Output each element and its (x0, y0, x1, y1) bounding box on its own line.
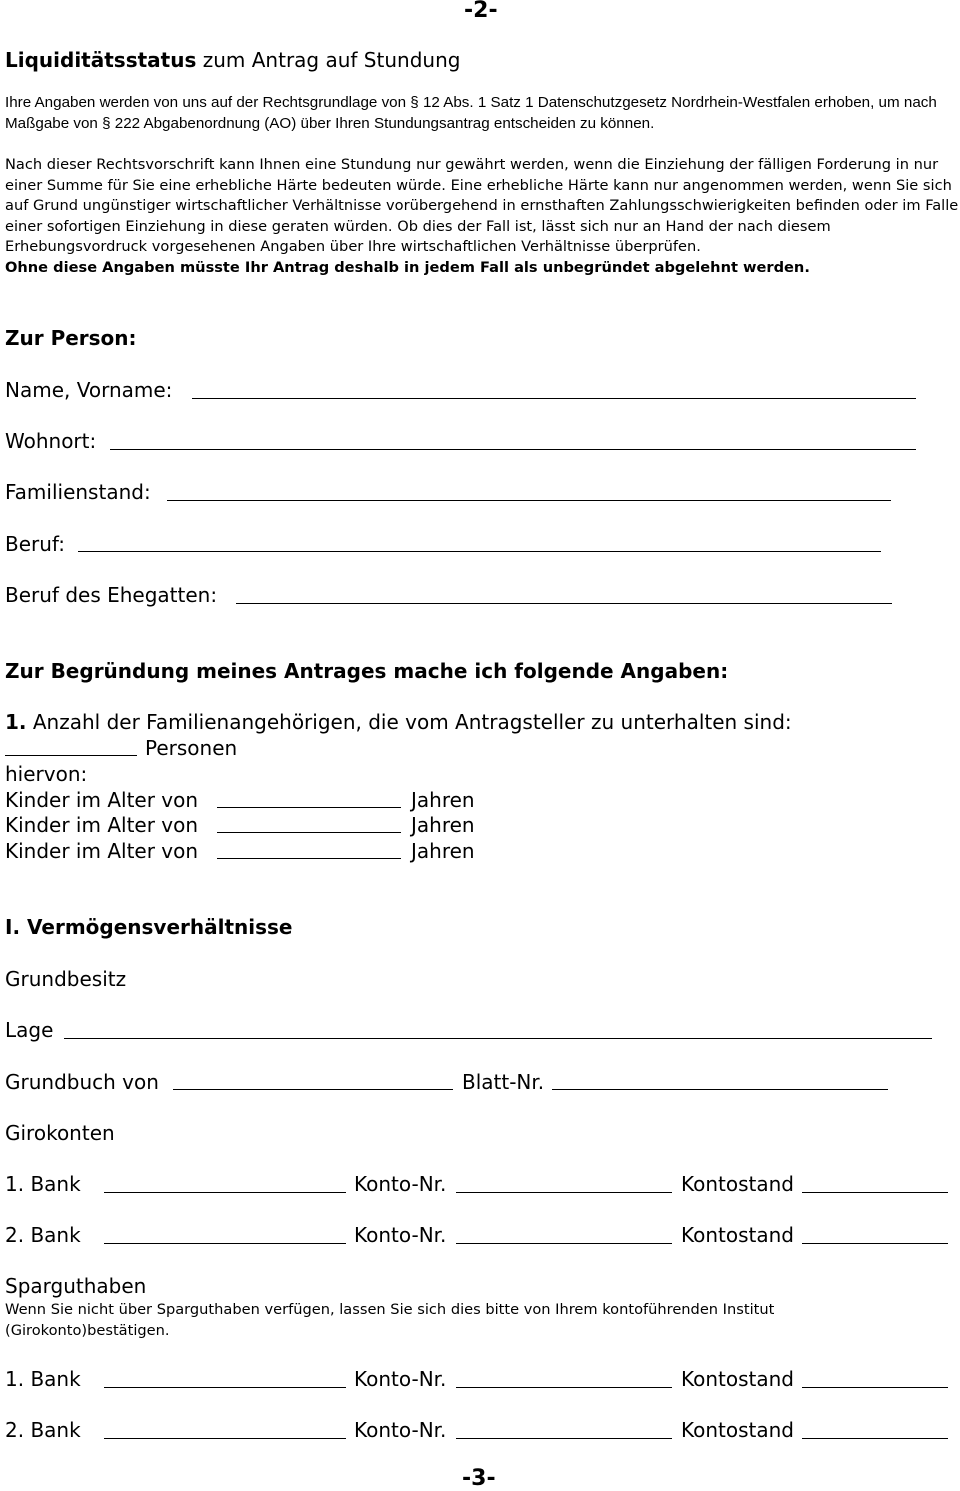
reasons-heading: Zur Begründung meines Antrages mache ich folgende Angaben: (5, 659, 729, 683)
title-bold: Liquiditätsstatus (5, 48, 197, 72)
page-number-top: -2- (464, 0, 498, 23)
children-age-field[interactable] (217, 858, 401, 859)
account-number-field[interactable] (456, 1243, 672, 1244)
bank-label: 2. Bank (5, 1223, 81, 1247)
children-age-label: Kinder im Alter von (5, 788, 199, 812)
years-label: Jahren (411, 813, 475, 837)
dependents-question (5, 710, 792, 734)
assets-heading: I. Vermögensverhältnisse (5, 915, 293, 939)
page-number-bottom: -3- (462, 1466, 496, 1491)
account-number-label: Konto-Nr. (354, 1367, 447, 1391)
balance-field[interactable] (802, 1243, 948, 1244)
intro-explanation (5, 155, 960, 279)
bank-field[interactable] (104, 1387, 346, 1388)
person-heading: Zur Person: (5, 326, 137, 350)
years-label: Jahren (411, 788, 475, 812)
children-age-field[interactable] (217, 807, 401, 808)
bank-label: 1. Bank (5, 1172, 81, 1196)
marital-status-field[interactable] (167, 500, 891, 501)
intro-paragraph-1: Ihre Angaben werden von uns auf der Rechtsgrundlage von § 12 Abs. 1 Satz 1 Datenschutzgesetz Nordrhein-Westfalen erhoben, um nach Maßgabe von § 222 Abgabenordnung (AO) über Ihren Stundungsantrag entscheiden zu können. (5, 94, 937, 132)
balance-field[interactable] (802, 1192, 948, 1193)
intro-paragraph-2: Nach dieser Rechtsvorschrift kann Ihnen eine Stundung nur gewährt werden, wenn die Einziehung der fälligen Forderung in nur einer Summe für Sie eine erhebliche Härte bedeuten würde. Eine erhebliche Härte kann nur angenommen werden, wenn Sie sich auf Grund ungünstiger wirtschaftlicher Verhältnisse vorübergehend in ernsthaften Zahlungsschwierigkeiten befinden oder im Falle einer sofortigen Einziehung in diese geraten würden. Ob dies der Fall ist, lässt sich nur an Hand der nach diesem Erhebungsvordruck vorgesehenen Angaben über Ihre wirtschaftlichen Verhältnisse überprüfen. (5, 156, 959, 256)
account-number-field[interactable] (456, 1438, 672, 1439)
sheet-number-field[interactable] (552, 1089, 888, 1090)
title-rest: zum Antrag auf Stundung (196, 48, 461, 72)
account-number-field[interactable] (456, 1192, 672, 1193)
bank-field[interactable] (104, 1192, 346, 1193)
balance-label: Kontostand (681, 1418, 794, 1442)
account-number-label: Konto-Nr. (354, 1172, 447, 1196)
children-age-field[interactable] (217, 832, 401, 833)
savings-label: Sparguthaben (5, 1274, 147, 1298)
bank-label: 1. Bank (5, 1367, 81, 1391)
residence-field[interactable] (110, 449, 916, 450)
land-register-label: Grundbuch von (5, 1070, 159, 1094)
account-number-field[interactable] (456, 1387, 672, 1388)
occupation-label: Beruf: (5, 532, 65, 556)
marital-status-label: Familienstand: (5, 480, 151, 504)
real-estate-label: Grundbesitz (5, 967, 127, 991)
location-label: Lage (5, 1018, 54, 1042)
savings-note: Wenn Sie nicht über Sparguthaben verfügen, lassen Sie sich dies bitte von Ihrem kontoführenden Institut (Girokonto)bestätigen. (5, 1301, 775, 1339)
bank-label: 2. Bank (5, 1418, 81, 1442)
bank-field[interactable] (104, 1438, 346, 1439)
intro-warning: Ohne diese Angaben müsste Ihr Antrag deshalb in jedem Fall als unbegründet abgelehnt werden. (5, 258, 810, 276)
balance-label: Kontostand (681, 1367, 794, 1391)
location-field[interactable] (64, 1038, 932, 1039)
bank-field[interactable] (104, 1243, 346, 1244)
persons-count-field[interactable] (5, 755, 137, 756)
account-number-label: Konto-Nr. (354, 1223, 447, 1247)
balance-field[interactable] (802, 1387, 948, 1388)
checking-accounts-label: Girokonten (5, 1121, 115, 1145)
persons-label: Personen (145, 736, 238, 760)
balance-label: Kontostand (681, 1172, 794, 1196)
sheet-number-label: Blatt-Nr. (462, 1070, 545, 1094)
residence-label: Wohnort: (5, 429, 97, 453)
years-label: Jahren (411, 839, 475, 863)
account-number-label: Konto-Nr. (354, 1418, 447, 1442)
item-text: Anzahl der Familienangehörigen, die vom Antragsteller zu unterhalten sind: (26, 710, 792, 734)
balance-label: Kontostand (681, 1223, 794, 1247)
thereof-label: hiervon: (5, 762, 88, 786)
document-title (5, 48, 460, 72)
name-label: Name, Vorname: (5, 378, 173, 402)
occupation-field[interactable] (78, 551, 881, 552)
name-field[interactable] (192, 398, 916, 399)
spouse-occupation-label: Beruf des Ehegatten: (5, 583, 218, 607)
balance-field[interactable] (802, 1438, 948, 1439)
land-register-field[interactable] (173, 1089, 453, 1090)
children-age-label: Kinder im Alter von (5, 839, 199, 863)
spouse-occupation-field[interactable] (236, 603, 892, 604)
item-number: 1. (5, 710, 27, 734)
children-age-label: Kinder im Alter von (5, 813, 199, 837)
intro-legal-basis (5, 93, 960, 134)
